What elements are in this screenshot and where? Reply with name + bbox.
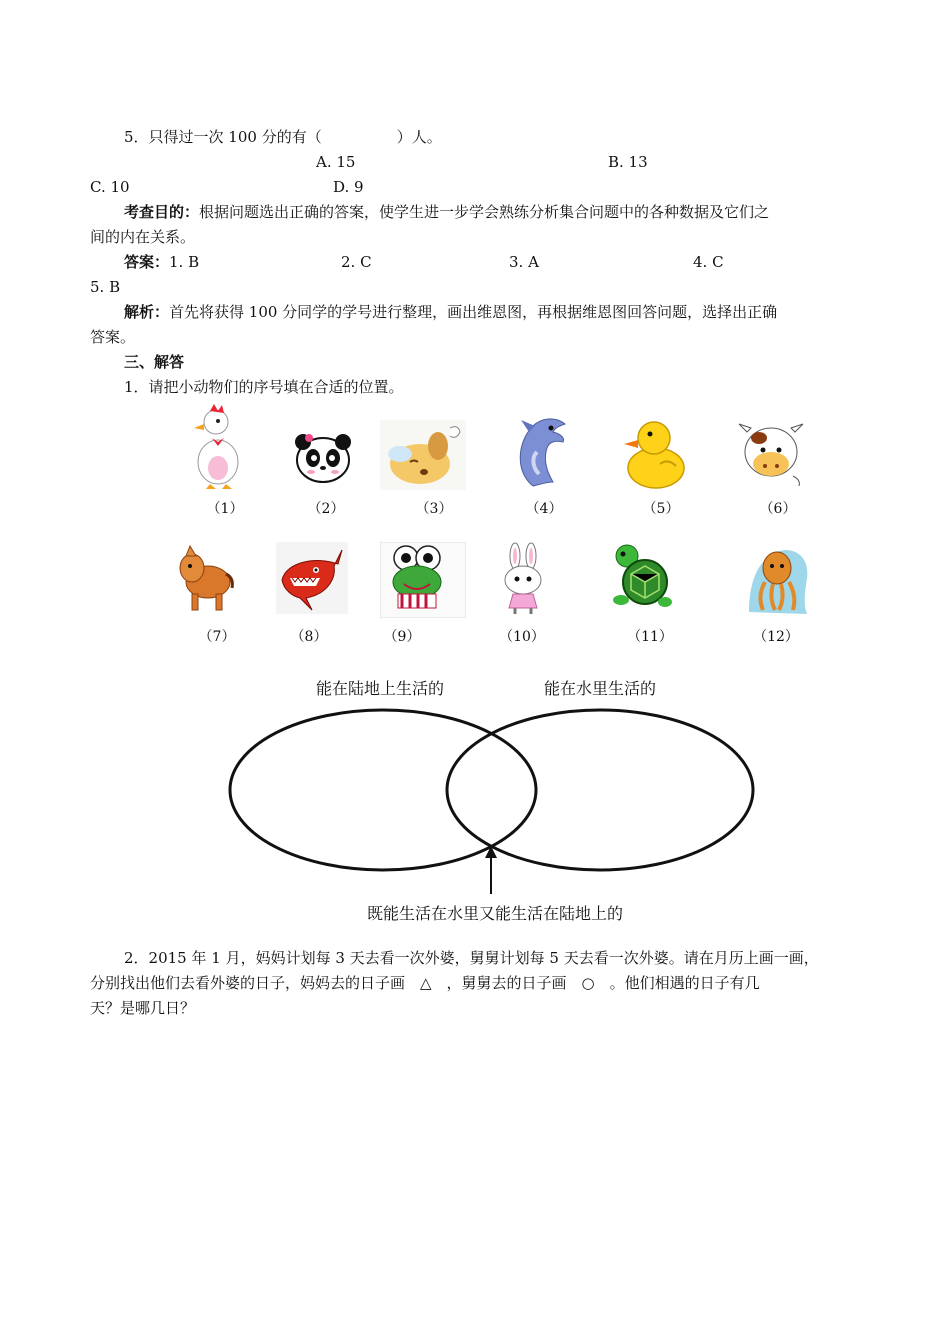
caption-7: （7） bbox=[198, 629, 236, 645]
venn-right-ellipse bbox=[447, 710, 753, 870]
caption-9: （9） bbox=[383, 629, 421, 645]
section-title: 三、解答 bbox=[124, 353, 185, 371]
caption-5: （5） bbox=[642, 501, 680, 517]
puppy-icon bbox=[380, 402, 466, 492]
analysis-label: 解析： bbox=[124, 303, 170, 321]
purpose-label: 考查目的： bbox=[124, 203, 200, 221]
caption-6: （6） bbox=[759, 501, 797, 517]
answer-4: 4. C bbox=[693, 253, 724, 271]
analysis-line-2: 答案。 bbox=[90, 328, 136, 346]
turtle-icon bbox=[607, 542, 677, 632]
answer-3: 3. A bbox=[509, 253, 539, 271]
venn-bottom-label: 既能生活在水里又能生活在陆地上的 bbox=[367, 904, 624, 923]
problem-2-line-1: 2．2015 年 1 月，妈妈计划每 3 天去看一次外婆，舅舅计划每 5 天去看一次外婆。请在月历上画一画， bbox=[124, 949, 819, 967]
answer-line bbox=[124, 252, 199, 272]
caption-10: （10） bbox=[499, 629, 545, 645]
caption-2: （2） bbox=[307, 501, 345, 517]
caption-3: （3） bbox=[415, 501, 453, 517]
purpose-line-1 bbox=[124, 202, 769, 222]
answer-5: 5. B bbox=[90, 278, 121, 296]
caption-12: （12） bbox=[753, 629, 799, 645]
goose-icon bbox=[188, 402, 258, 492]
venn-right-label: 能在水里生活的 bbox=[544, 679, 657, 698]
caption-11: （11） bbox=[627, 629, 673, 645]
option-a: A. 15 bbox=[316, 153, 356, 171]
caption-1: （1） bbox=[206, 501, 244, 517]
option-c: C. 10 bbox=[90, 178, 130, 196]
rabbit-icon bbox=[495, 542, 565, 632]
dolphin-icon bbox=[503, 402, 573, 492]
purpose-text-1: 根据问题选出正确的答案，使学生进一步学会熟练分析集合问题中的各种数据及它们之 bbox=[199, 203, 770, 221]
option-b: B. 13 bbox=[608, 153, 648, 171]
venn-diagram bbox=[220, 700, 770, 900]
answer-label: 答案： bbox=[124, 253, 170, 271]
question-5: 5．只得过一次 100 分的有（ ）人。 bbox=[124, 128, 442, 146]
problem-2-line-3: 天？是哪几日？ bbox=[90, 999, 196, 1017]
answer-1: 1. B bbox=[169, 253, 200, 271]
panda-icon bbox=[291, 402, 361, 492]
horse-icon bbox=[176, 542, 246, 632]
caption-8: （8） bbox=[290, 629, 328, 645]
purpose-line-2: 间的内在关系。 bbox=[90, 228, 196, 246]
duck-icon bbox=[620, 402, 690, 492]
analysis-line-1 bbox=[124, 302, 777, 322]
shark-icon bbox=[276, 542, 348, 632]
caption-4: （4） bbox=[525, 501, 563, 517]
problem-1: 1．请把小动物们的序号填在合适的位置。 bbox=[124, 378, 404, 396]
frog-icon bbox=[380, 542, 466, 632]
answer-2: 2. C bbox=[341, 253, 372, 271]
venn-left-label: 能在陆地上生活的 bbox=[316, 679, 445, 698]
problem-2-line-2: 分别找出他们去看外婆的日子，妈妈去的日子画 △ ，舅舅去的日子画 ○ 。他们相遇的日子有几 bbox=[90, 974, 760, 992]
option-d: D. 9 bbox=[333, 178, 364, 196]
cow-icon bbox=[737, 402, 807, 492]
analysis-text-1: 首先将获得 100 分同学的学号进行整理，画出维恩图，再根据维恩图回答问题，选择出正确 bbox=[169, 303, 778, 321]
octopus-icon bbox=[745, 542, 815, 632]
